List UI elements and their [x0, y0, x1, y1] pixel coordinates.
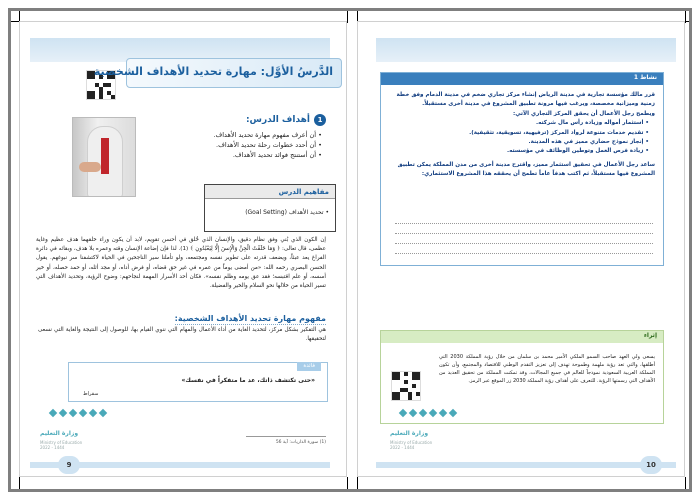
- answer-line[interactable]: [395, 223, 653, 224]
- activity-text: [389, 91, 655, 180]
- activity-item: • زيادة فرص العمل وتوطين الوظائف في مؤسسته.: [389, 147, 649, 156]
- page-number: 10: [640, 456, 662, 474]
- enrichment-tab: [381, 331, 663, 343]
- ministry-name: وزارة التعليم: [40, 430, 79, 437]
- enrichment-text: يسعى ولي العهد صاحب السمو الملكي الأمير محمد بن سلمان من خلال رؤية المملكة 2030 التي أطلقها، والتي تعد رؤية ملهمة وطموحة تهدف إلى تعزيز التقدم الوطني للاقتصاد والمجتمع، وأن تكون المملكة العربية السعودية نموذجاً للعالم في جميع المجالات، وقد تمكنت المملكة من تحقيق العديد من الأهداف التي رسمتها الرؤية. للتعرف على أهداف رؤية المملكة 2030 زر الموقع عبر الرمز.: [439, 354, 655, 384]
- ministry-name: وزارة التعليم: [390, 430, 429, 437]
- right-page: [357, 21, 685, 477]
- answer-line[interactable]: [395, 233, 653, 234]
- ministry-subtitle: Ministry of Education: [40, 440, 83, 445]
- crop-mark: [685, 477, 686, 489]
- lesson-title: الدَّرسُ الأوَّل: مهارة تحديد الأهداف الشخصية: [93, 65, 333, 78]
- benefit-quote: «حتى تكتشف ذاتك، عد ما متفكراً في نفسك»: [181, 377, 315, 384]
- benefit-tab: فائدة: [297, 362, 321, 371]
- businessman-photo: [72, 117, 136, 197]
- crop-mark: [347, 11, 348, 23]
- ministry-subtitle: Ministry of Education: [390, 440, 433, 445]
- enrichment-label: إثراء: [643, 332, 657, 339]
- section-heading: مفهوم مهارة تحديد الأهداف الشخصية:: [174, 314, 326, 323]
- activity-task: ساعد رجل الأعمال في تحقيق استثمار مميز، واقترح مدينة أخرى من مدن المملكة يمكن تطبيق المشروع فيها مستقبلاً، ثم اكتب هدفاً عاماً تطمح أن يحققه هذا المشروع الاستثماري:: [397, 161, 655, 178]
- bottom-band: [376, 462, 676, 468]
- page-number: 9: [58, 456, 80, 474]
- activity-list: [389, 119, 649, 157]
- qr-code-icon[interactable]: [391, 371, 421, 401]
- activity-item: • تقديم خدمات متنوعة لرواد المركز (ترفيهية، تسويقية، تثقيفية).: [389, 129, 649, 138]
- crop-mark: [347, 477, 348, 489]
- ministry-year: 2022 - 1444: [390, 445, 415, 450]
- left-page: [19, 21, 347, 477]
- answer-line[interactable]: [395, 243, 653, 244]
- definition-paragraph: هي التفكير بشكل مركز، لتحديد الغاية من أداء الأعمال والمهام التي ننوي القيام بها، للوصول إلى النتيجة والغاية التي نسعى لتحقيقها.: [38, 327, 326, 343]
- answer-line[interactable]: [395, 253, 653, 254]
- intro-paragraph: إن الكون الذي بُني وفق نظام دقيق، والإنسان الذي خُلق في أحسن تقويم، لابد أن يكون وراء خلقهما هدف عظيم وغاية عظمى، قال تعالى: ﴿ وَمَا خَلَقْتُ الْجِنَّ وَالْإِنسَ إِلَّا لِيَعْبُدُونِ ﴾ (1). لذا فإن إضاعة الإنسان وقته وعمره بلا هدف، وبقائه في دائرة الفراغ يعد عبثاً، ويضعف قدرته على تطوير نفسه ومجتمعه، ولو تأملنا سير الناجحين في الحياة لاكتشفنا سر نبوغهم. يقول الحسن البصري رحمه الله: «من أمضى يوماً من عمره في غير حق قضاه، أو فرض أداه، أو مجد أثله، أو حمد حصله، أو خير أسسه، أو علم اقتبسه؛ فقد عق يومه وظلم نفسه». فكان أحد الأسرار المهمة لنجاحهم: وضوح الرؤية، وتحديد الأهداف التي تسير الحياة من خلالها نحو السلام والخير والفضيلة.: [36, 237, 326, 290]
- crop-mark: [357, 477, 358, 489]
- objectives-heading: [246, 114, 326, 126]
- activity-intro: قرر مالك مؤسسة تجارية في مدينة الرياض إنشاء مركز تجاري ضخم في مدينة الدمام وفق خطة زمنية وميزانية مخصصة، ويرغب فيها مرونة تطبيق المشروع في مدينة أخرى مستقبلاً.: [396, 92, 655, 108]
- activity-item: • استثمار أمواله وزيادة رأس مال شركته.: [389, 119, 649, 128]
- objectives-heading-text: أهداف الدرس:: [245, 115, 310, 125]
- top-band: [376, 38, 676, 62]
- activity-prompt: ويطمح رجل الأعمال أن يحقق المركز التجاري الآتي:: [512, 110, 655, 117]
- activity-label: نشاط 1: [633, 74, 657, 81]
- objective-item: • أن أستنتج فوائد تحديد الأهداف.: [172, 150, 322, 160]
- concepts-box: [204, 184, 336, 232]
- crop-mark: [19, 477, 20, 489]
- objective-item: • أن أعرف مفهوم مهارة تحديد الأهداف.: [172, 130, 322, 140]
- objectives-list: [172, 130, 322, 160]
- number-badge: 1: [314, 114, 326, 126]
- activity-tab: [381, 73, 663, 85]
- ministry-logo: [40, 410, 130, 450]
- concepts-item: • تحديد الأهداف (Goal Setting): [245, 209, 329, 216]
- benefit-box: [68, 362, 328, 402]
- footnote-rule: [246, 436, 326, 437]
- lesson-title-bar: [93, 58, 342, 88]
- benefit-author: سقراط: [83, 391, 99, 397]
- ministry-year: 2022 - 1444: [40, 445, 65, 450]
- concepts-heading: مفاهيم الدرس: [205, 185, 335, 199]
- document-frame: [8, 8, 692, 492]
- ministry-logo: [390, 410, 480, 450]
- footnote: (1) سورة الذاريات: آية 56: [275, 440, 326, 445]
- objective-item: • أن أحدد خطوات رحلة تحديد الأهداف.: [172, 140, 322, 150]
- activity-box: [380, 72, 664, 266]
- activity-item: • إنجاز نموذج حضاري مميز في هذه المدينة.: [389, 138, 649, 147]
